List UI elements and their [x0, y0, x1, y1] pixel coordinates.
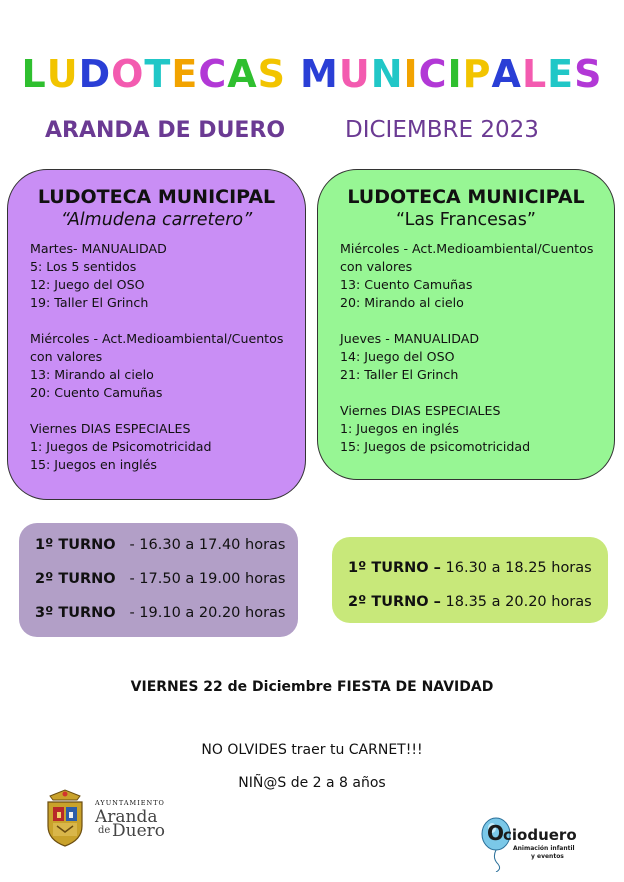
title-letter: I	[447, 52, 463, 96]
title-letter: U	[338, 52, 371, 96]
title-letter: E	[171, 52, 199, 96]
title-letter: A	[227, 52, 258, 96]
title-letter: M	[300, 52, 339, 96]
title-letter: A	[491, 52, 522, 96]
turno-label: 1º TURNO –	[348, 560, 441, 576]
title-letter: T	[144, 52, 172, 96]
turno-time: 16.30 a 18.25 horas	[445, 560, 592, 576]
schedule-item: 20: Cuento Camuñas	[30, 385, 163, 400]
turno-time: - 17.50 a 19.00 horas	[129, 571, 286, 587]
schedule-item: 20: Mirando al cielo	[340, 295, 464, 310]
schedule-day-heading: con valores	[30, 349, 103, 364]
title-letter: D	[78, 52, 112, 96]
schedule-item: 14: Juego del OSO	[340, 349, 455, 364]
fiesta-navidad-note: VIERNES 22 de Diciembre FIESTA DE NAVIDAD	[130, 679, 494, 695]
de-logo-text: de	[98, 825, 111, 836]
turno-row	[35, 571, 285, 587]
month-subtitle: DICIEMBRE 2023	[345, 117, 539, 143]
ocioduero-logo-initial: O	[487, 821, 505, 845]
schedule-item: 12: Juego del OSO	[30, 277, 145, 292]
schedule-item: 21: Taller El Grinch	[340, 367, 459, 382]
title-letter: U	[46, 52, 79, 96]
turno-row	[348, 560, 592, 576]
card-place: “Las Francesas”	[396, 210, 536, 230]
card-title: LUDOTECA MUNICIPAL	[347, 186, 585, 208]
ocioduero-logo-name: cioduero	[503, 826, 577, 844]
title-letter: C	[198, 52, 228, 96]
schedule-item: 15: Juegos de psicomotricidad	[340, 439, 531, 454]
schedule-item: 19: Taller El Grinch	[30, 295, 149, 310]
turno-label: 2º TURNO	[35, 571, 116, 587]
title-letter: N	[370, 52, 404, 96]
age-range-note: NIÑ@S de 2 a 8 años	[238, 775, 386, 791]
title-letter: S	[574, 52, 603, 96]
turno-row	[35, 537, 285, 553]
left-schedule-times	[19, 523, 298, 637]
schedule-day-heading: Miércoles - Act.Medioambiental/Cuentos	[340, 241, 594, 256]
turno-time: - 19.10 a 20.20 horas	[129, 605, 286, 621]
title-letter: P	[462, 52, 492, 96]
ayuntamiento-label: AYUNTAMIENTO	[95, 799, 165, 807]
ocioduero-tagline-2: y eventos	[531, 853, 564, 860]
turno-label: 1º TURNO	[35, 537, 116, 553]
ludoteca-almudena-card	[7, 169, 306, 500]
carnet-reminder: NO OLVIDES traer tu CARNET!!!	[201, 742, 423, 758]
aranda-logo-text: Aranda	[95, 807, 158, 827]
schedule-day-heading: Martes- MANUALIDAD	[30, 241, 167, 256]
title-letter	[286, 52, 300, 96]
title-letter: O	[111, 52, 145, 96]
title-letter: L	[521, 52, 548, 96]
turno-label: 3º TURNO	[35, 605, 116, 621]
schedule-day-heading: con valores	[340, 259, 413, 274]
right-schedule-times	[332, 537, 608, 623]
card-title: LUDOTECA MUNICIPAL	[37, 186, 276, 208]
schedule-item: 15: Juegos en inglés	[30, 457, 157, 472]
turno-time: - 16.30 a 17.40 horas	[129, 537, 286, 553]
schedule-item: 13: Mirando al cielo	[30, 367, 154, 382]
city-subtitle: ARANDA DE DUERO	[45, 118, 286, 143]
turno-time: 18.35 a 20.20 horas	[445, 594, 592, 610]
schedule-day-heading: Jueves - MANUALIDAD	[340, 331, 480, 346]
turno-row	[35, 605, 285, 621]
schedule-item: 13: Cuento Camuñas	[340, 277, 473, 292]
title-letter: I	[403, 52, 419, 96]
title-letter: S	[257, 52, 286, 96]
duero-logo-text: Duero	[112, 821, 166, 841]
title-letter: C	[418, 52, 448, 96]
title-letter: E	[547, 52, 575, 96]
schedule-day-heading: Viernes DIAS ESPECIALES	[340, 403, 501, 418]
ocioduero-tagline: Animación infantil	[513, 845, 575, 852]
schedule-day-heading: Viernes DIAS ESPECIALES	[30, 421, 191, 436]
schedule-day-heading: Miércoles - Act.Medioambiental/Cuentos	[30, 331, 284, 346]
main-title	[0, 52, 624, 96]
schedule-item: 1: Juegos de Psicomotricidad	[30, 439, 212, 454]
turno-label: 2º TURNO –	[348, 594, 441, 610]
turno-row	[348, 594, 592, 610]
schedule-item: 5: Los 5 sentidos	[30, 259, 137, 274]
ludoteca-francesas-card	[317, 169, 615, 480]
title-letter: L	[21, 52, 47, 96]
schedule-item: 1: Juegos en inglés	[340, 421, 459, 436]
aranda-crest-icon	[40, 788, 90, 848]
card-place: “Almudena carretero”	[60, 210, 253, 230]
